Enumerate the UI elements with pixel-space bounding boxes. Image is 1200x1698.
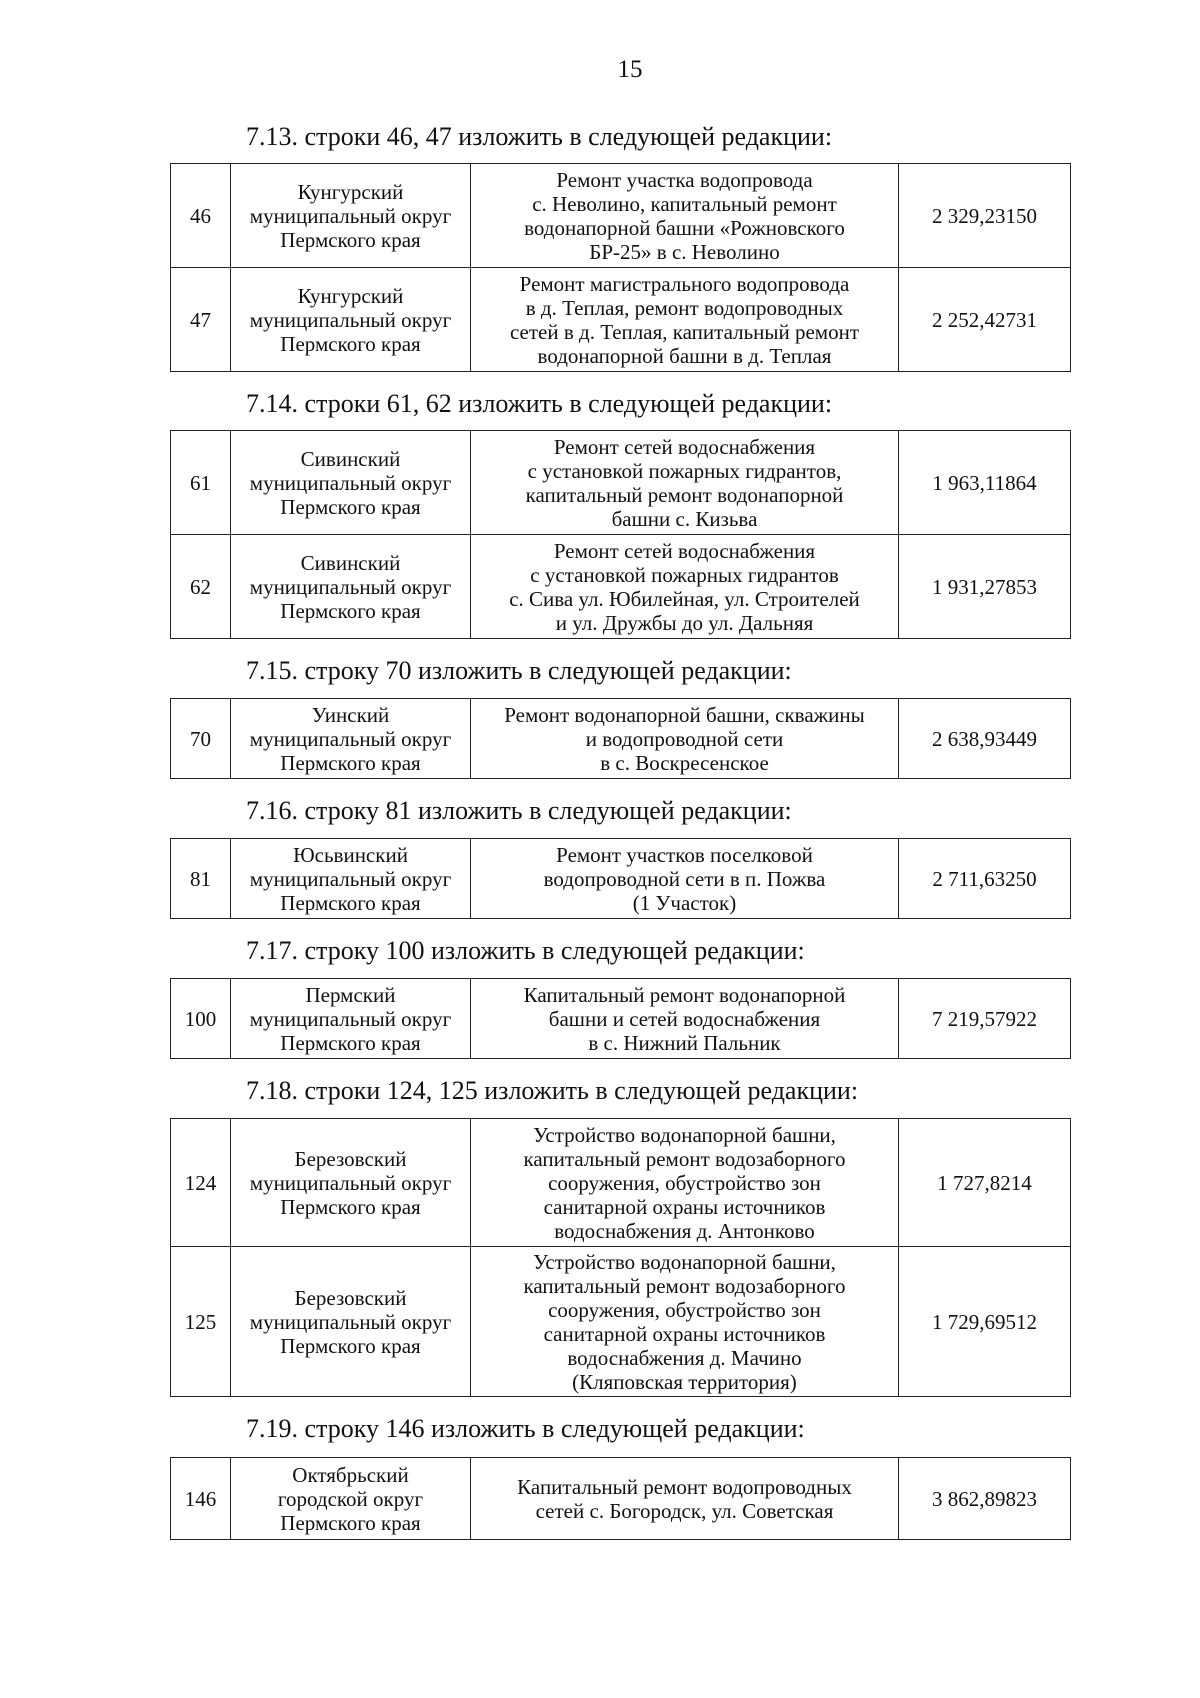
table-row [171, 979, 1071, 1059]
amount-cell: 3 862,89823 [899, 1458, 1071, 1540]
work-description-cell: Устройство водонапорной башни, капитальный ремонт водозаборного сооружения, обустройство зон санитарной охраны источников водоснабжения д. Мачино (Кляповская территория) [471, 1247, 899, 1397]
work-description-cell: Ремонт водонапорной башни, скважины и водопроводной сети в с. Воскресенское [471, 699, 899, 779]
work-description-cell: Устройство водонапорной башни, капитальный ремонт водозаборного сооружения, обустройство зон санитарной охраны источников водоснабжения д. Антонково [471, 1119, 899, 1247]
district-cell: Березовский муниципальный округ Пермского края [231, 1247, 471, 1397]
row-number: 100 [171, 979, 231, 1059]
section-heading: 7.19. строку 146 изложить в следующей редакции: [246, 1414, 805, 1443]
table-row [171, 839, 1071, 919]
table-row [171, 164, 1071, 268]
amount-cell: 1 931,27853 [899, 535, 1071, 639]
row-number: 70 [171, 699, 231, 779]
district-cell: Кунгурский муниципальный округ Пермского края [231, 164, 471, 268]
section-heading: 7.14. строки 61, 62 изложить в следующей редакции: [246, 389, 833, 418]
table-row [171, 1119, 1071, 1247]
row-number: 81 [171, 839, 231, 919]
district-cell: Октябрьский городской округ Пермского края [231, 1458, 471, 1540]
amendment-table [170, 1118, 1071, 1397]
table-row [171, 1247, 1071, 1397]
work-description-cell: Ремонт участков поселковой водопроводной сети в п. Пожва (1 Участок) [471, 839, 899, 919]
work-description-cell: Капитальный ремонт водонапорной башни и сетей водоснабжения в с. Нижний Пальник [471, 979, 899, 1059]
table-row [171, 1458, 1071, 1540]
page-number: 15 [617, 56, 643, 83]
row-number: 61 [171, 431, 231, 535]
district-cell: Пермский муниципальный округ Пермского края [231, 979, 471, 1059]
section-heading: 7.17. строку 100 изложить в следующей редакции: [246, 936, 805, 965]
amendment-table [170, 430, 1071, 639]
amount-cell: 2 711,63250 [899, 839, 1071, 919]
row-number: 146 [171, 1458, 231, 1540]
amount-cell: 7 219,57922 [899, 979, 1071, 1059]
district-cell: Кунгурский муниципальный округ Пермского края [231, 268, 471, 372]
amendment-table [170, 163, 1071, 372]
table-row [171, 535, 1071, 639]
amount-cell: 1 963,11864 [899, 431, 1071, 535]
work-description-cell: Ремонт магистрального водопровода в д. Теплая, ремонт водопроводных сетей в д. Теплая, капитальный ремонт водонапорной башни в д. Теплая [471, 268, 899, 372]
amendment-table [170, 978, 1071, 1059]
work-description-cell: Ремонт сетей водоснабжения с установкой пожарных гидрантов с. Сива ул. Юбилейная, ул. Строителей и ул. Дружбы до ул. Дальняя [471, 535, 899, 639]
work-description-cell: Ремонт участка водопровода с. Неволино, капитальный ремонт водонапорной башни «Рожновского БР-25» в с. Неволино [471, 164, 899, 268]
table-row [171, 699, 1071, 779]
work-description-cell: Капитальный ремонт водопроводных сетей с. Богородск, ул. Советская [471, 1458, 899, 1540]
district-cell: Уинский муниципальный округ Пермского края [231, 699, 471, 779]
district-cell: Березовский муниципальный округ Пермского края [231, 1119, 471, 1247]
table-row [171, 431, 1071, 535]
work-description-cell: Ремонт сетей водоснабжения с установкой пожарных гидрантов, капитальный ремонт водонапорной башни с. Кизьва [471, 431, 899, 535]
section-heading: 7.15. строку 70 изложить в следующей редакции: [246, 656, 792, 685]
amendment-table [170, 698, 1071, 779]
row-number: 62 [171, 535, 231, 639]
amount-cell: 2 329,23150 [899, 164, 1071, 268]
row-number: 124 [171, 1119, 231, 1247]
row-number: 125 [171, 1247, 231, 1397]
district-cell: Сивинский муниципальный округ Пермского края [231, 535, 471, 639]
row-number: 47 [171, 268, 231, 372]
district-cell: Сивинский муниципальный округ Пермского края [231, 431, 471, 535]
section-heading: 7.13. строки 46, 47 изложить в следующей редакции: [246, 122, 833, 151]
district-cell: Юсьвинский муниципальный округ Пермского края [231, 839, 471, 919]
table-row [171, 268, 1071, 372]
amount-cell: 1 727,8214 [899, 1119, 1071, 1247]
amount-cell: 2 638,93449 [899, 699, 1071, 779]
amount-cell: 1 729,69512 [899, 1247, 1071, 1397]
amendment-table [170, 838, 1071, 919]
section-heading: 7.16. строку 81 изложить в следующей редакции: [246, 796, 792, 825]
row-number: 46 [171, 164, 231, 268]
amendment-table [170, 1457, 1071, 1540]
section-heading: 7.18. строки 124, 125 изложить в следующей редакции: [246, 1076, 859, 1105]
amount-cell: 2 252,42731 [899, 268, 1071, 372]
